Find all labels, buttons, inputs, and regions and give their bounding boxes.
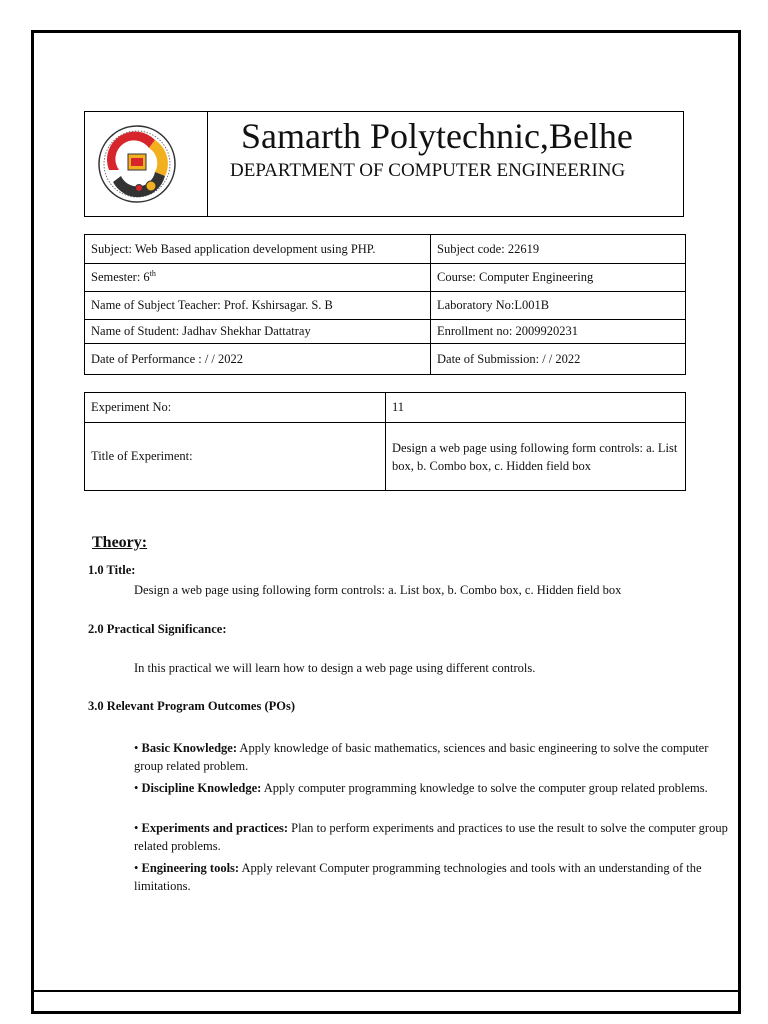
bullet-dot: •	[134, 861, 139, 875]
outcome-text: Plan to perform experiments and practices to use the result to solve the computer group related problems.	[134, 821, 728, 853]
lab-cell: Laboratory No:L001B	[431, 292, 686, 320]
college-logo-icon	[95, 120, 195, 206]
course-cell: Course: Computer Engineering	[431, 264, 686, 292]
footer-divider	[31, 990, 741, 992]
date-submission-cell: Date of Submission: / / 2022	[431, 344, 686, 375]
header-box	[84, 111, 684, 217]
date-performance-cell: Date of Performance : / / 2022	[85, 344, 431, 375]
exp-title-label: Title of Experiment:	[85, 423, 386, 491]
theory-heading: Theory:	[92, 534, 148, 551]
section-2-text: In this practical we will learn how to design a web page using different controls.	[134, 661, 536, 675]
outcome-term: Engineering tools:	[141, 861, 240, 875]
exp-title-value: Design a web page using following form controls: a. List box, b. Combo box, c. Hidden field box	[386, 423, 686, 491]
college-name: Samarth Polytechnic,Belhe	[241, 116, 633, 156]
enrollment-cell: Enrollment no: 2009920231	[431, 320, 686, 344]
semester-cell	[85, 264, 431, 292]
outcome-term: Experiments and practices:	[141, 821, 289, 835]
outcome-text: Apply relevant Computer programming technologies and tools with an understanding of the limitations.	[134, 861, 702, 893]
subject-info-table	[84, 234, 686, 375]
outcome-item	[134, 779, 734, 797]
outcome-item	[134, 739, 734, 775]
section-2-title: 2.0 Practical Significance:	[88, 622, 227, 636]
outcome-term: Discipline Knowledge:	[141, 781, 262, 795]
subject-cell: Subject: Web Based application development using PHP.	[85, 235, 431, 264]
experiment-table	[84, 392, 686, 491]
bullet-dot: •	[134, 781, 139, 795]
bullet-dot: •	[134, 741, 139, 755]
logo-cell	[85, 112, 208, 216]
section-3-title: 3.0 Relevant Program Outcomes (POs)	[88, 699, 296, 713]
subject-code-cell: Subject code: 22619	[431, 235, 686, 264]
student-cell: Name of Student: Jadhav Shekhar Dattatray	[85, 320, 431, 344]
exp-no-value: 11	[386, 393, 686, 423]
section-1-title: 1.0 Title:	[88, 563, 136, 577]
section-1-text: Design a web page using following form controls: a. List box, b. Combo box, c. Hidden field box	[134, 583, 622, 597]
teacher-cell: Name of Subject Teacher: Prof. Kshirsagar. S. B	[85, 292, 431, 320]
bullet-dot: •	[134, 821, 139, 835]
outcome-text: Apply computer programming knowledge to solve the computer group related problems.	[261, 781, 708, 795]
exp-no-label: Experiment No:	[85, 393, 386, 423]
semester-suffix: th	[149, 269, 156, 279]
department-name: DEPARTMENT OF COMPUTER ENGINEERING	[230, 160, 626, 181]
outcome-text: Apply knowledge of basic mathematics, sciences and basic engineering to solve the computer group related problem.	[134, 741, 709, 773]
outcome-term: Basic Knowledge:	[141, 741, 237, 755]
semester-text: Semester: 6	[91, 270, 150, 285]
outcome-item	[134, 819, 734, 855]
outcome-item	[134, 859, 734, 895]
